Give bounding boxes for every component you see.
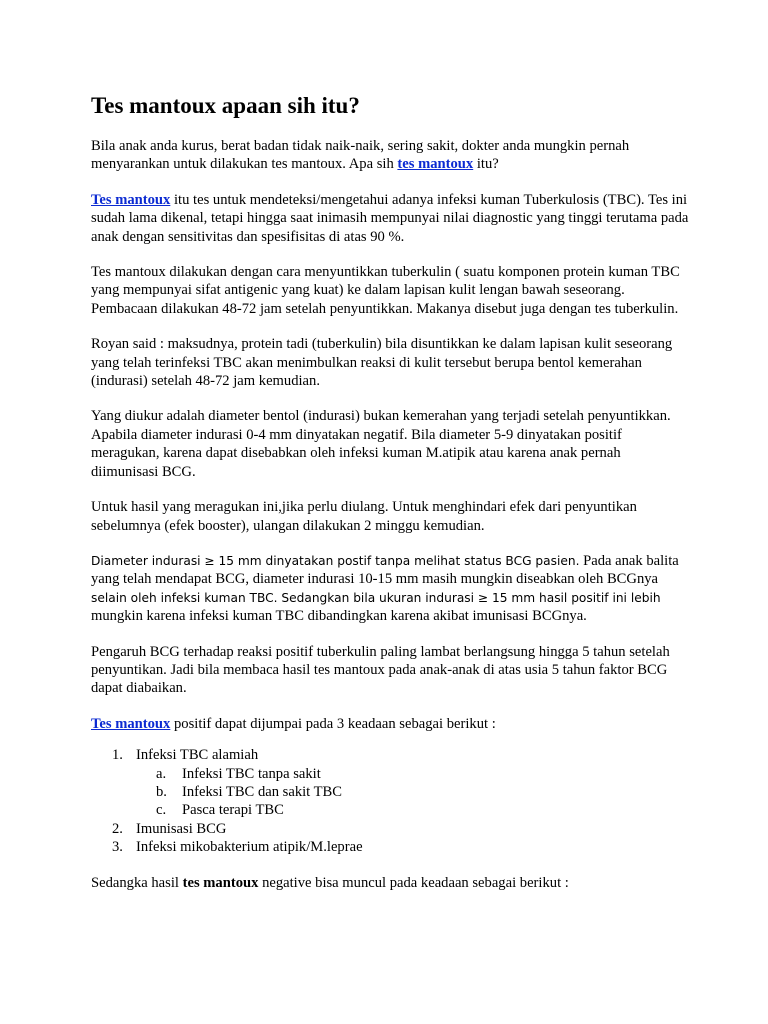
- list-item-label: Infeksi TBC alamiah: [136, 747, 259, 764]
- paragraph-text: positif dapat dijumpai pada 3 keadaan sebagai berikut :: [170, 715, 496, 732]
- paragraph-explanation: Royan said : maksudnya, protein tadi (tuberkulin) bila disuntikkan ke dalam lapisan kulit seseorang yang telah terinfeksi TBC akan menimbulkan reaksi di kulit tersebut berupa bentol kemerahan (indurasi) setelah 48-72 jam kemudian.: [91, 336, 673, 390]
- list-item-label: Infeksi mikobakterium atipik/M.leprae: [136, 839, 363, 856]
- list-item-label: Imunisasi BCG: [136, 820, 227, 837]
- paragraph-text: Pada anak balita yang telah mendapat BCG, diameter indurasi 10-15 mm masih mungkin diseabkan oleh BCGnya: [91, 552, 679, 588]
- sub-list: [91, 765, 691, 820]
- paragraph-diameter: [91, 552, 691, 626]
- paragraph-negative: [91, 874, 691, 892]
- sub-list-item: [91, 801, 691, 819]
- list-item-label: Infeksi TBC tanpa sakit: [182, 765, 321, 782]
- paragraph-text: Sedangka hasil: [91, 874, 183, 891]
- sub-list-item: [91, 783, 691, 801]
- list-item: [91, 746, 691, 764]
- tes-mantoux-link[interactable]: tes mantoux: [397, 156, 474, 173]
- list-item-label: Pasca terapi TBC: [182, 802, 284, 819]
- sub-list-item: [91, 765, 691, 783]
- paragraph-text: negative bisa muncul pada keadaan sebagai berikut :: [258, 874, 569, 891]
- paragraph-repeat: Untuk hasil yang meragukan ini,jika perlu diulang. Untuk menghindari efek dari penyuntikan sebelumnya (efek booster), ulangan dilakukan 2 minggu kemudian.: [91, 499, 637, 534]
- list-number: 2.: [112, 820, 123, 837]
- paragraph-text: itu tes untuk mendeteksi/mengetahui adanya infeksi kuman Tuberkulosis (TBC). Tes ini sudah lama dikenal, tetapi hingga saat inimasih mempunyai nilai diagnostic yang tinggi terutama pada anak dengan sensitivitas dan spesifisitas di atas 90 %.: [91, 191, 689, 245]
- paragraph-bcg-effect: Pengaruh BCG terhadap reaksi positif tuberkulin paling lambat berlangsung hingga 5 tahun setelah penyuntikan. Jadi bila membaca hasil tes mantoux pada anak-anak di atas usia 5 tahun faktor BCG dapat diabaikan.: [91, 643, 670, 697]
- article-body: [91, 92, 691, 909]
- paragraph-text: itu?: [473, 156, 499, 173]
- list-letter: a.: [156, 765, 167, 782]
- paragraph-text: Diameter indurasi ≥ 15 mm dinyatakan postif tanpa melihat status BCG pasien.: [91, 553, 580, 568]
- paragraph-procedure: Tes mantoux dilakukan dengan cara menyuntikkan tuberkulin ( suatu komponen protein kuman TBC yang mempunyai sifat antigenic yang kuat) ke dalam lapisan kulit lengan bawah seseorang. Pembacaan dilakukan 48-72 jam setelah penyuntikkan. Makanya disebut juga dengan tes tuberkulin.: [91, 264, 680, 317]
- list-item: [91, 820, 691, 838]
- list-item-label: Infeksi TBC dan sakit TBC: [182, 783, 342, 800]
- list-letter: c.: [156, 802, 167, 819]
- paragraph-intro: [91, 137, 691, 174]
- positive-conditions-list: [91, 746, 691, 856]
- list-item: [91, 838, 691, 856]
- paragraph-text: selain oleh infeksi kuman TBC. Sedangkan bila ukuran indurasi ≥ 15 mm hasil positif ini lebih: [91, 590, 661, 605]
- tes-mantoux-link[interactable]: Tes mantoux: [91, 715, 171, 732]
- list-letter: b.: [156, 783, 167, 800]
- list-number: 3.: [112, 839, 123, 856]
- page-title: Tes mantoux apaan sih itu?: [91, 93, 360, 118]
- paragraph-positive: [91, 715, 691, 733]
- tes-mantoux-link[interactable]: Tes mantoux: [91, 191, 171, 208]
- paragraph-text: Bila anak anda kurus, berat badan tidak naik-naik, sering sakit, dokter anda mungkin pernah menyarankan untuk dilakukan tes mantoux. Apa sih: [91, 138, 630, 173]
- bold-term: tes mantoux: [182, 874, 259, 891]
- paragraph-measurement: Yang diukur adalah diameter bentol (indurasi) bukan kemerahan yang terjadi setelah penyuntikkan. Apabila diameter indurasi 0-4 mm dinyatakan negatif. Bila diameter 5-9 dinyatakan positif meragukan, karena dapat disebabkan oleh infeksi kuman M.atipik atau karena anak pernah diimunisasi BCG.: [91, 408, 671, 480]
- paragraph-text: mungkin karena infeksi kuman TBC dibandingkan karena akibat imunisasi BCGnya.: [91, 608, 587, 625]
- paragraph-definition: [91, 191, 691, 246]
- sublist-container: [91, 765, 691, 820]
- list-number: 1.: [112, 747, 123, 764]
